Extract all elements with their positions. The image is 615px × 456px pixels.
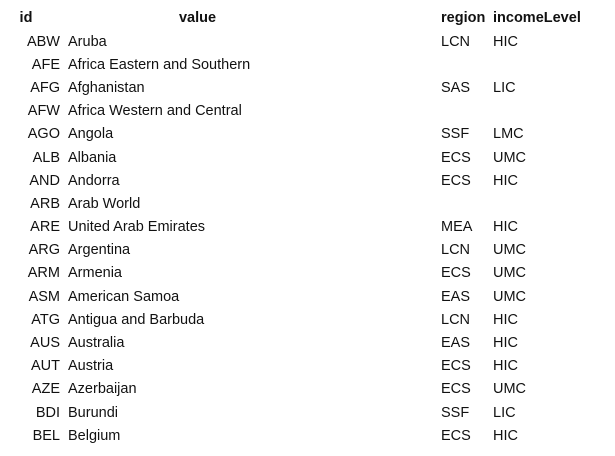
cell-value: Andorra: [68, 172, 120, 189]
column-header-region: region: [441, 10, 486, 26]
table-row: [0, 378, 615, 401]
cell-income-level: HIC: [493, 172, 518, 189]
table-row: [0, 239, 615, 262]
table-row: [0, 216, 615, 239]
cell-region: MEA: [441, 219, 473, 236]
cell-id: ARE: [30, 219, 60, 236]
cell-id: AUS: [30, 335, 60, 352]
table-header: [0, 6, 615, 30]
cell-id: ABW: [26, 33, 60, 50]
table-row: [0, 169, 615, 192]
cell-income-level: UMC: [493, 381, 527, 398]
cell-id: AGO: [27, 126, 60, 143]
cell-id: AFE: [31, 56, 60, 73]
cell-id: ASM: [28, 288, 60, 305]
cell-value: Aruba: [68, 33, 107, 50]
cell-value: Africa Eastern and Southern: [68, 56, 251, 73]
cell-region: ECS: [441, 265, 471, 282]
cell-income-level: HIC: [493, 311, 518, 328]
cell-region: EAS: [441, 335, 471, 352]
cell-income-level: [491, 53, 615, 76]
cell-value: Armenia: [68, 265, 122, 282]
table-row: [0, 30, 615, 53]
table-row: [0, 146, 615, 169]
cell-id: ATG: [31, 311, 60, 328]
cell-income-level: HIC: [493, 427, 518, 444]
cell-income-level: HIC: [493, 335, 518, 352]
cell-id: ARB: [30, 195, 60, 212]
cell-region: ECS: [441, 172, 471, 189]
cell-region: ECS: [441, 427, 471, 444]
cell-value: Antigua and Barbuda: [68, 311, 205, 328]
cell-region: LCN: [441, 242, 471, 259]
cell-income-level: HIC: [493, 33, 518, 50]
cell-value: Burundi: [68, 404, 118, 421]
table-row: [0, 262, 615, 285]
cell-income-level: LIC: [493, 79, 516, 96]
cell-id: BEL: [32, 427, 60, 444]
cell-region: [439, 100, 491, 123]
cell-id: AZE: [31, 381, 60, 398]
cell-id: AFG: [30, 79, 60, 96]
cell-region: ECS: [441, 358, 471, 375]
table-row: [0, 424, 615, 447]
cell-value: Angola: [68, 126, 114, 143]
country-table: [0, 6, 615, 447]
cell-value: Belgium: [68, 427, 121, 444]
table-row: [0, 76, 615, 99]
cell-id: ARG: [28, 242, 60, 259]
table-row: [0, 308, 615, 331]
cell-value: Azerbaijan: [68, 381, 137, 398]
cell-region: ECS: [441, 149, 471, 166]
table-row: [0, 123, 615, 146]
cell-income-level: [491, 100, 615, 123]
cell-id: AND: [29, 172, 60, 189]
table-row: [0, 192, 615, 215]
cell-income-level: HIC: [493, 219, 518, 236]
cell-region: [439, 53, 491, 76]
cell-income-level: LIC: [493, 404, 516, 421]
cell-value: Albania: [68, 149, 117, 166]
cell-income-level: UMC: [493, 242, 527, 259]
cell-income-level: [491, 192, 615, 215]
cell-value: Arab World: [68, 195, 141, 212]
table-row: [0, 401, 615, 424]
cell-value: United Arab Emirates: [68, 219, 206, 236]
cell-region: ECS: [441, 381, 471, 398]
cell-region: EAS: [441, 288, 471, 305]
table-body: [0, 30, 615, 447]
cell-value: Austria: [68, 358, 114, 375]
cell-region: SSF: [441, 404, 470, 421]
cell-id: ALB: [32, 149, 60, 166]
cell-value: Africa Western and Central: [68, 103, 242, 120]
cell-income-level: HIC: [493, 358, 518, 375]
cell-id: ARM: [27, 265, 60, 282]
cell-income-level: UMC: [493, 288, 527, 305]
cell-region: SSF: [441, 126, 470, 143]
cell-value: American Samoa: [68, 288, 180, 305]
cell-value: Australia: [68, 335, 125, 352]
cell-value: Afghanistan: [68, 79, 145, 96]
column-header-id: id: [19, 10, 33, 26]
cell-income-level: UMC: [493, 149, 527, 166]
cell-region: SAS: [441, 79, 471, 96]
cell-region: LCN: [441, 33, 471, 50]
header-row: [0, 6, 615, 30]
cell-id: AFW: [27, 103, 60, 120]
table-row: [0, 331, 615, 354]
cell-region: LCN: [441, 311, 471, 328]
cell-region: [439, 192, 491, 215]
table-row: [0, 53, 615, 76]
cell-income-level: UMC: [493, 265, 527, 282]
table-row: [0, 355, 615, 378]
table-row: [0, 285, 615, 308]
cell-income-level: LMC: [493, 126, 524, 143]
column-header-income-level: incomeLevel: [493, 10, 581, 26]
column-header-value: value: [178, 10, 217, 26]
cell-id: AUT: [31, 358, 60, 375]
cell-id: BDI: [35, 404, 60, 421]
cell-value: Argentina: [68, 242, 131, 259]
table-row: [0, 100, 615, 123]
